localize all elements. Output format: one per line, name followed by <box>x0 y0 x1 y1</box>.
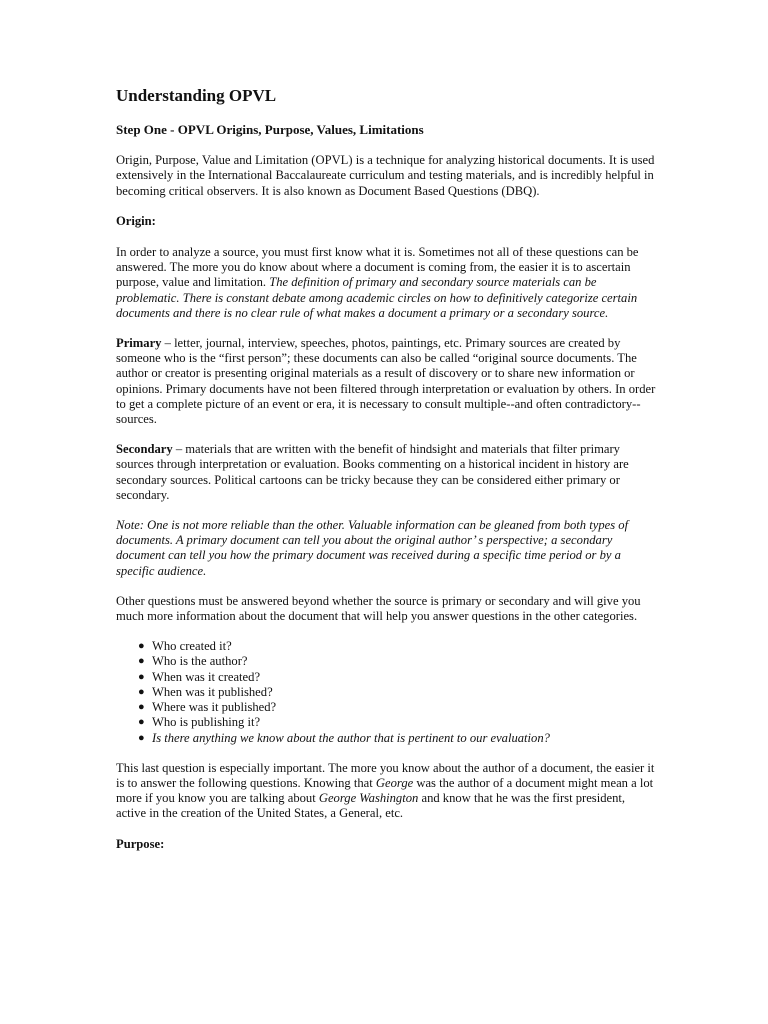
last-question-paragraph: This last question is especially important. The more you know about the author of a document, the easier it is to answer the following questions. Knowing that George was the author of a document might mean a lot more if you know you are talking about George Washington and know that he was the first president, active in the creation of the United States, a General, etc. <box>116 760 655 821</box>
list-item: ● Who created it? <box>138 639 232 654</box>
step-heading: Step One - OPVL Origins, Purpose, Values, Limitations <box>116 122 424 137</box>
origin-text: In order to analyze a source, you must first know what it is. Sometimes not all of these questions can be answered. The more you do know about where a document is coming from, the easier it is to ascertain purpose, value and limitation. <box>116 245 639 290</box>
secondary-paragraph <box>116 442 656 503</box>
bullet-icon: ● <box>138 701 145 714</box>
bullet-icon: ● <box>138 670 145 683</box>
list-item: ● Where was it published? <box>138 700 277 715</box>
origin-paragraph <box>116 245 656 321</box>
note-paragraph: Note: One is not more reliable than the other. Valuable information can be gleaned from both types of documents. A primary document can tell you about the original author’ s perspective; a secondary document can tell you how the primary document was received during a specific time period or by a specific audience. <box>116 518 629 578</box>
bullet-icon: ● <box>138 685 145 698</box>
primary-text: – letter, journal, interview, speeches, photos, paintings, etc. Primary sources are created by someone who is the “first person”; these documents can also be called “original source documents. The author or creator is presenting original materials as a result of discovery or to share new information or opinions. Primary documents have not been filtered through interpretation or evaluation by others. In order to get a complete picture of an event or era, it is necessary to consult multiple--and often contradictory--sources. <box>116 336 656 427</box>
bullet-icon: ● <box>138 640 145 653</box>
origin-italic-text: The definition of primary and secondary source materials can be problematic. There is constant debate among academic circles on how to definitively categorize certain documents and there is no clear rule of what makes a document a primary or a secondary source. <box>116 275 638 320</box>
bullet-icon: ● <box>138 655 145 668</box>
bullet-icon: ● <box>138 716 145 729</box>
list-item: ● Is there anything we know about the author that is pertinent to our evaluation? <box>138 730 550 745</box>
origin-heading: Origin: <box>116 213 156 228</box>
bullet-icon: ● <box>138 731 145 744</box>
purpose-heading: Purpose: <box>116 836 165 851</box>
secondary-text: – materials that are written with the benefit of hindsight and materials that filter primary sources through interpretation or evaluation. Books commenting on a historical incident in history are secondary sources. Political cartoons can be tricky because they can be considered either primary or secondary. <box>116 442 629 502</box>
list-item: ● Who is the author? <box>138 654 248 669</box>
other-questions-paragraph: Other questions must be answered beyond whether the source is primary or secondary and will give you much more information about the document that will help you answer questions in the other categories. <box>116 593 641 624</box>
list-item: ● When was it published? <box>138 684 273 699</box>
primary-paragraph <box>116 336 656 427</box>
primary-term: Primary <box>116 336 162 351</box>
document-page <box>116 86 656 868</box>
page-title: Understanding OPVL <box>116 86 277 105</box>
list-item: ● Who is publishing it? <box>138 715 261 730</box>
questions-list <box>116 639 656 745</box>
list-item: ● When was it created? <box>138 669 261 684</box>
secondary-term: Secondary <box>116 442 173 457</box>
intro-paragraph: Origin, Purpose, Value and Limitation (OPVL) is a technique for analyzing historical documents. It is used extensively in the International Baccalaureate curriculum and testing materials, and is incredibly helpful in becoming critical observers. It is also known as Document Based Questions (DBQ). <box>116 153 655 198</box>
